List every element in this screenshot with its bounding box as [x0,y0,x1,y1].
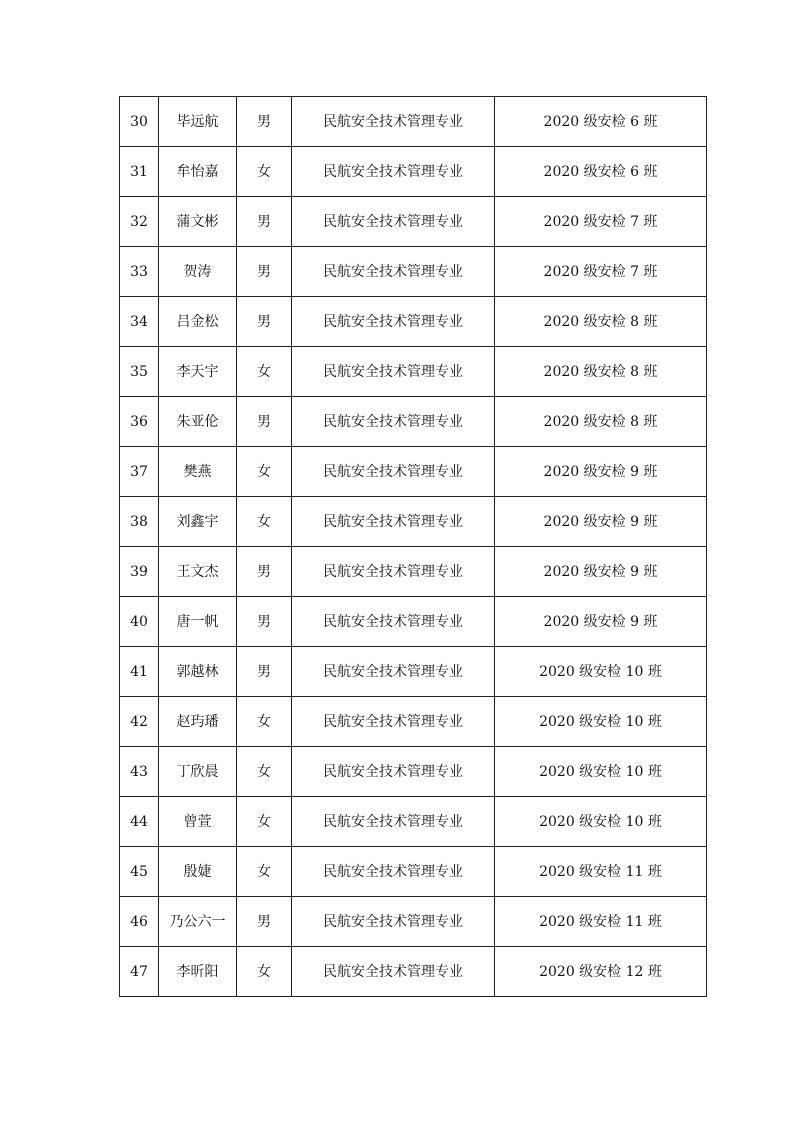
gender-cell: 女 [237,497,292,547]
class-cell: 2020 级安检 7 班 [495,197,707,247]
major-cell: 民航安全技术管理专业 [292,547,495,597]
table-row [120,197,707,247]
class-cell: 2020 级安检 6 班 [495,97,707,147]
major-cell: 民航安全技术管理专业 [292,597,495,647]
gender-cell: 男 [237,197,292,247]
major-cell: 民航安全技术管理专业 [292,697,495,747]
major-cell: 民航安全技术管理专业 [292,847,495,897]
class-cell: 2020 级安检 11 班 [495,847,707,897]
student-name-cell: 刘鑫宇 [159,497,237,547]
gender-cell: 男 [237,97,292,147]
gender-cell: 男 [237,547,292,597]
class-cell: 2020 级安检 9 班 [495,597,707,647]
table-row [120,897,707,947]
row-number-cell: 31 [120,147,159,197]
major-cell: 民航安全技术管理专业 [292,647,495,697]
table-row [120,947,707,997]
major-cell: 民航安全技术管理专业 [292,747,495,797]
gender-cell: 女 [237,147,292,197]
table-row [120,97,707,147]
class-cell: 2020 级安检 8 班 [495,297,707,347]
table-row [120,647,707,697]
row-number-cell: 38 [120,497,159,547]
student-name-cell: 牟怡嘉 [159,147,237,197]
table-row [120,447,707,497]
row-number-cell: 37 [120,447,159,497]
major-cell: 民航安全技术管理专业 [292,497,495,547]
row-number-cell: 40 [120,597,159,647]
table-row [120,547,707,597]
gender-cell: 男 [237,397,292,447]
gender-cell: 男 [237,247,292,297]
gender-cell: 女 [237,847,292,897]
row-number-cell: 41 [120,647,159,697]
table-row [120,697,707,747]
row-number-cell: 43 [120,747,159,797]
table-row [120,597,707,647]
table-row [120,797,707,847]
table-row [120,847,707,897]
gender-cell: 女 [237,797,292,847]
student-name-cell: 曾萱 [159,797,237,847]
student-name-cell: 李天宇 [159,347,237,397]
major-cell: 民航安全技术管理专业 [292,197,495,247]
student-name-cell: 毕远航 [159,97,237,147]
major-cell: 民航安全技术管理专业 [292,797,495,847]
major-cell: 民航安全技术管理专业 [292,147,495,197]
gender-cell: 男 [237,647,292,697]
gender-cell: 女 [237,347,292,397]
class-cell: 2020 级安检 9 班 [495,547,707,597]
student-name-cell: 殷婕 [159,847,237,897]
row-number-cell: 35 [120,347,159,397]
student-name-cell: 乃公六一 [159,897,237,947]
student-name-cell: 赵玙璠 [159,697,237,747]
row-number-cell: 47 [120,947,159,997]
major-cell: 民航安全技术管理专业 [292,897,495,947]
class-cell: 2020 级安检 9 班 [495,447,707,497]
student-name-cell: 蒲文彬 [159,197,237,247]
row-number-cell: 39 [120,547,159,597]
row-number-cell: 32 [120,197,159,247]
major-cell: 民航安全技术管理专业 [292,97,495,147]
class-cell: 2020 级安检 8 班 [495,397,707,447]
gender-cell: 女 [237,447,292,497]
gender-cell: 女 [237,947,292,997]
student-name-cell: 郭越林 [159,647,237,697]
class-cell: 2020 级安检 12 班 [495,947,707,997]
row-number-cell: 34 [120,297,159,347]
row-number-cell: 46 [120,897,159,947]
class-cell: 2020 级安检 7 班 [495,247,707,297]
gender-cell: 男 [237,897,292,947]
class-cell: 2020 级安检 6 班 [495,147,707,197]
class-cell: 2020 级安检 10 班 [495,697,707,747]
major-cell: 民航安全技术管理专业 [292,247,495,297]
row-number-cell: 42 [120,697,159,747]
major-cell: 民航安全技术管理专业 [292,297,495,347]
row-number-cell: 36 [120,397,159,447]
student-name-cell: 王文杰 [159,547,237,597]
student-name-cell: 吕金松 [159,297,237,347]
gender-cell: 女 [237,697,292,747]
table-row [120,397,707,447]
student-name-cell: 樊燕 [159,447,237,497]
class-cell: 2020 级安检 8 班 [495,347,707,397]
gender-cell: 男 [237,597,292,647]
row-number-cell: 33 [120,247,159,297]
major-cell: 民航安全技术管理专业 [292,347,495,397]
class-cell: 2020 级安检 11 班 [495,897,707,947]
table-row [120,747,707,797]
class-cell: 2020 级安检 9 班 [495,497,707,547]
table-row [120,247,707,297]
row-number-cell: 44 [120,797,159,847]
class-cell: 2020 级安检 10 班 [495,747,707,797]
gender-cell: 男 [237,297,292,347]
gender-cell: 女 [237,747,292,797]
table-row [120,297,707,347]
major-cell: 民航安全技术管理专业 [292,397,495,447]
major-cell: 民航安全技术管理专业 [292,447,495,497]
student-name-cell: 丁欣晨 [159,747,237,797]
student-name-cell: 贺涛 [159,247,237,297]
student-name-cell: 朱亚伦 [159,397,237,447]
major-cell: 民航安全技术管理专业 [292,947,495,997]
student-name-cell: 李昕阳 [159,947,237,997]
row-number-cell: 45 [120,847,159,897]
roster-body [120,97,707,997]
student-name-cell: 唐一帆 [159,597,237,647]
class-cell: 2020 级安检 10 班 [495,797,707,847]
student-roster-table [119,96,707,997]
class-cell: 2020 级安检 10 班 [495,647,707,697]
row-number-cell: 30 [120,97,159,147]
table-row [120,347,707,397]
table-row [120,147,707,197]
table-row [120,497,707,547]
